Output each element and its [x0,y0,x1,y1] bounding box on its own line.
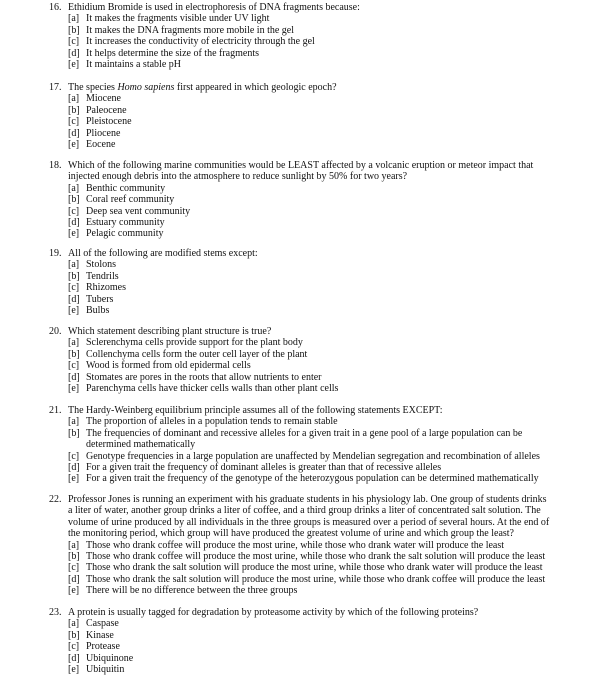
option-text: Protease [86,641,120,653]
option-text: Collenchyma cells form the outer cell layer of the plant [86,348,308,360]
question-stem [49,326,549,337]
option-text: The proportion of alleles in a population tends to remain stable [86,416,338,428]
option-c [49,451,549,462]
option-text: Caspase [86,618,119,630]
option-e [49,59,549,70]
option-label: [d] [68,127,80,139]
option-text: Benthic community [86,182,166,194]
option-text: For a given trait the frequency of the genotype of the heterozygous population can be determined mathematically [86,473,539,485]
option-text: Pleistocene [86,116,132,128]
option-c [49,116,549,127]
question-text: The Hardy-Weinberg equilibrium principle assumes all of the following statements EXCEPT: [68,405,443,416]
option-label: [e] [68,304,80,316]
option-text: Those who drank the salt solution will produce the most urine, while those who drank water will produce the least [86,562,543,574]
question-text: Ethidium Bromide is used in electrophoresis of DNA fragments because: [68,2,360,13]
option-label: [a] [68,13,80,25]
option-label: [c] [68,205,80,217]
option-d [49,48,549,59]
option-label: [d] [68,573,80,585]
question-number: 20. [49,326,62,337]
option-label: [b] [68,270,80,282]
question-stem [49,607,549,618]
option-text: Ubiquinone [86,652,134,664]
option-label: [d] [68,47,80,59]
question-20 [49,326,549,394]
option-label: [d] [68,652,80,664]
question-number: 19. [49,248,62,259]
option-b [49,630,549,641]
option-e [49,383,549,394]
option-label: [b] [68,427,80,439]
option-label: [e] [68,663,80,675]
question-text [68,82,337,93]
option-c [49,641,549,652]
option-d [49,128,549,139]
question-stem-continued [49,528,549,539]
option-text: It helps determine the size of the fragments [86,47,259,59]
option-c [49,36,549,47]
option-c [49,562,549,573]
option-label: [d] [68,461,80,473]
option-label: [a] [68,539,80,551]
option-b-continued [49,439,549,450]
option-text: Bulbs [86,304,110,316]
option-a [49,183,549,194]
option-text: Kinase [86,629,114,641]
option-label: [a] [68,93,80,105]
question-text-pre: The species [68,82,118,93]
option-text: Those who drank coffee will produce the most urine, while those who drank the salt solution will produce the least [86,550,546,562]
option-text: Estuary community [86,216,165,228]
option-d [49,574,549,585]
option-label: [c] [68,641,80,653]
option-text: Paleocene [86,104,127,116]
option-c [49,206,549,217]
option-b [49,349,549,360]
option-c [49,360,549,371]
option-text: Rhizomes [86,282,126,294]
option-text: It maintains a stable pH [86,58,181,70]
option-label: [e] [68,138,80,150]
option-b [49,25,549,36]
question-stem-continued [49,505,549,516]
option-d [49,653,549,664]
option-b [49,428,549,439]
option-label: [b] [68,348,80,360]
option-text: There will be no difference between the three groups [86,585,298,597]
question-stem [49,405,549,416]
question-number: 22. [49,494,62,505]
option-text: Deep sea vent community [86,205,191,217]
option-text: Pliocene [86,127,121,139]
question-number: 21. [49,405,62,416]
question-stem [49,248,549,259]
question-stem [49,494,549,505]
option-text: It increases the conductivity of electricity through the gel [86,36,315,48]
option-label: [c] [68,360,80,372]
option-a [49,540,549,551]
option-label: [e] [68,473,80,485]
option-a [49,259,549,270]
option-b [49,105,549,116]
option-b [49,271,549,282]
option-label: [b] [68,629,80,641]
option-label: [c] [68,562,80,574]
question-text: Which statement describing plant structure is true? [68,326,272,337]
option-label: [a] [68,259,80,271]
option-label: [e] [68,228,80,240]
option-text: Genotype frequencies in a large population are unaffected by Mendelian segregation and recombination of alleles [86,450,540,462]
question-text: Professor Jones is running an experiment with his graduate students in his physiology lab. One group of students drinks [68,494,547,505]
option-text: Parenchyma cells have thicker cells walls than other plant cells [86,382,339,394]
option-label: [a] [68,416,80,428]
option-text: Those who drank coffee will produce the most urine, while those who drank water will produce the least [86,539,505,551]
option-d [49,462,549,473]
option-label: [b] [68,24,80,36]
question-text: Which of the following marine communities would be LEAST affected by a volcanic eruption or meteor impact that [68,160,534,171]
option-a [49,93,549,104]
option-text: Eocene [86,138,116,150]
option-text: It makes the DNA fragments more mobile in the gel [86,24,295,36]
question-22 [49,494,549,597]
question-stem-continued [49,517,549,528]
option-text: Coral reef community [86,194,175,206]
option-e [49,228,549,239]
option-a [49,618,549,629]
option-text: Tubers [86,293,114,305]
question-text: volume of urine produced by all individuals in the three groups is measured over a period of several hours. At the end of [68,516,550,528]
question-number: 17. [49,82,62,93]
option-e [49,139,549,150]
question-number: 23. [49,607,62,618]
option-text: Stomates are pores in the roots that allow nutrients to enter [86,371,322,383]
question-16 [49,2,549,70]
question-stem [49,2,549,13]
option-label: [d] [68,371,80,383]
question-17 [49,82,549,150]
species-name: Homo sapiens [117,82,175,93]
option-label: [e] [68,58,80,70]
option-label: [a] [68,618,80,630]
question-text: injected enough debris into the atmosphere to reduce sunlight by 50% for two years? [68,171,408,183]
option-label: [e] [68,585,80,597]
option-d [49,217,549,228]
option-label: [e] [68,382,80,394]
option-a [49,416,549,427]
option-text: Those who drank the salt solution will produce the most urine, while those who drank coffee will produce the least [86,573,546,585]
option-a [49,337,549,348]
option-text: Sclerenchyma cells provide support for the plant body [86,337,303,349]
question-text: All of the following are modified stems except: [68,248,258,259]
option-label: [b] [68,104,80,116]
option-label: [d] [68,216,80,228]
option-text: Tendrils [86,270,119,282]
option-a [49,13,549,24]
option-text: For a given trait the frequency of dominant alleles is greater than that of recessive alleles [86,461,442,473]
option-e [49,585,549,596]
option-text: It makes the fragments visible under UV light [86,13,270,25]
option-label: [c] [68,116,80,128]
question-text: the monitoring period, which group will have produced the greatest volume of urine and which group the least? [68,528,514,540]
option-label: [c] [68,450,80,462]
option-e [49,473,549,484]
option-text: Ubiquitin [86,663,125,675]
question-text: a liter of water, another group drinks a liter of coffee, and a third group drinks a liter of concentrated salt solution. The [68,505,541,517]
question-stem [49,82,549,93]
question-text: A protein is usually tagged for degradation by proteasome activity by which of the following proteins? [68,607,479,618]
option-text: Wood is formed from old epidermal cells [86,360,251,372]
question-18 [49,160,549,240]
option-label: [b] [68,550,80,562]
option-label: [c] [68,36,80,48]
option-d [49,294,549,305]
option-label: [b] [68,194,80,206]
option-text: The frequencies of dominant and recessive alleles for a given trait in a gene pool of a large population can be [86,427,523,439]
option-b [49,551,549,562]
option-d [49,372,549,383]
question-23 [49,607,549,675]
option-e [49,305,549,316]
option-c [49,282,549,293]
option-label: [c] [68,282,80,294]
question-number: 18. [49,160,62,171]
question-stem-continued [49,171,549,182]
option-b [49,194,549,205]
question-number: 16. [49,2,62,13]
option-text: Miocene [86,93,121,105]
option-text: Stolons [86,259,117,271]
option-text: determined mathematically [86,439,196,451]
option-label: [d] [68,293,80,305]
question-text-post: first appeared in which geologic epoch? [174,82,337,93]
option-text: Pelagic community [86,228,164,240]
option-label: [a] [68,182,80,194]
option-label: [a] [68,337,80,349]
question-19 [49,248,549,316]
question-stem [49,160,549,171]
question-21 [49,405,549,485]
option-e [49,664,549,675]
